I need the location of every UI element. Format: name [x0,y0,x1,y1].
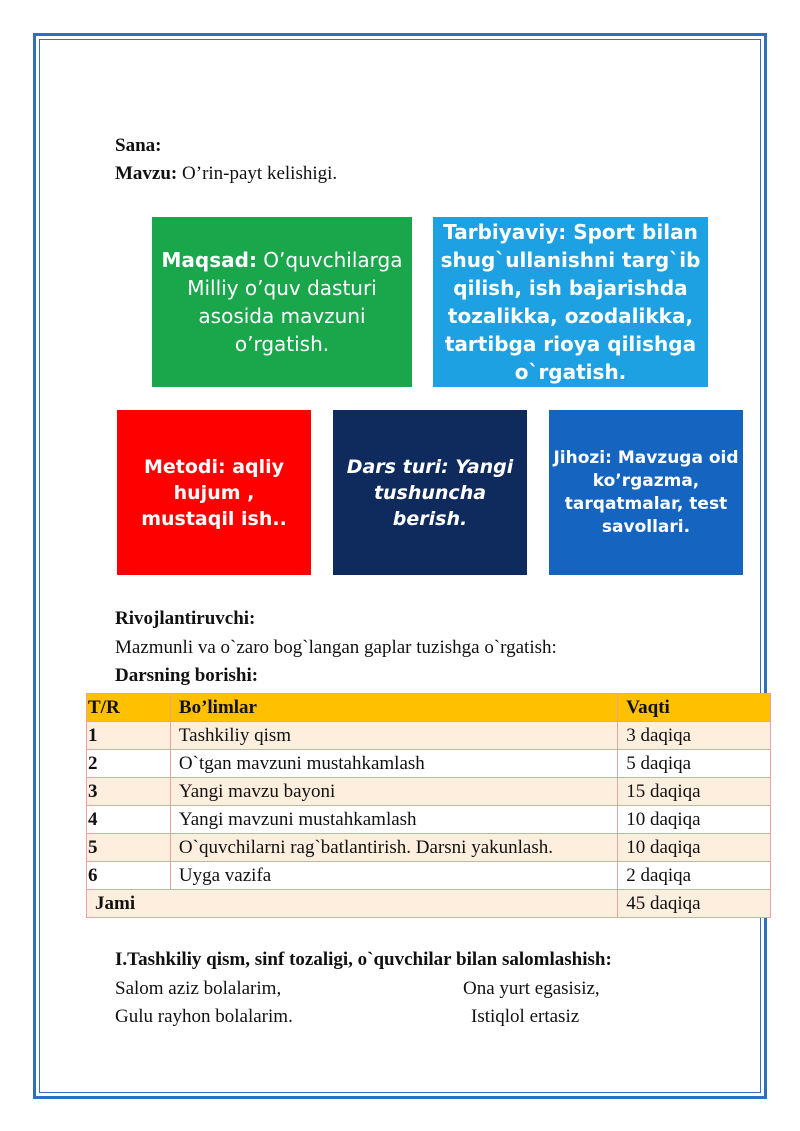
row-section: Uyga vazifa [170,862,617,890]
lesson-plan-table [86,693,771,918]
row-number: 4 [87,806,171,834]
lesson-flow-heading: Darsning borishi: [115,665,259,686]
educational-box [433,217,708,387]
goal-text: O’quvchilarga Milliy o’quv dasturi asosida mavzuni o’rgatish. [187,248,403,356]
row-number: 2 [87,750,171,778]
poem-left-line-1: Salom aziz bolalarim, [115,978,282,999]
topic-label: Mavzu: [115,163,178,184]
section-1-title: I.Tashkiliy qism, sinf tozaligi, o`quvchilar bilan salomlashish: [115,949,612,970]
table-row [87,750,771,778]
table-header-row [87,694,771,722]
equipment-text: Jihozi: Mavzuga oid ko’rgazma, tarqatmalar, test savollari. [553,447,739,537]
row-time: 5 daqiqa [618,750,771,778]
header-tr: T/R [87,694,171,722]
row-time: 10 daqiqa [618,834,771,862]
educational-text: Tarbiyaviy: Sport bilan shug`ullanishni targ`ib qilish, ish bajarishda tozalikka, ozodalikka, tartibga rioya qilishga o`rgatish. [440,220,701,384]
table-row [87,722,771,750]
table-row [87,778,771,806]
total-value: 45 daqiqa [618,890,771,918]
row-section: O`tgan mavzuni mustahkamlash [170,750,617,778]
developmental-text: Mazmunli va o`zaro bog`langan gaplar tuzishga o`rgatish: [115,637,557,658]
row-number: 5 [87,834,171,862]
total-label: Jami [87,890,618,918]
method-box [117,410,311,575]
row-number: 3 [87,778,171,806]
row-time: 15 daqiqa [618,778,771,806]
row-time: 2 daqiqa [618,862,771,890]
poem-left-line-2: Gulu rayhon bolalarim. [115,1006,293,1027]
lesson-type-box [333,410,527,575]
row-time: 3 daqiqa [618,722,771,750]
equipment-box [549,410,743,575]
row-section: Yangi mavzuni mustahkamlash [170,806,617,834]
topic-line [115,162,337,186]
poem-right-line-1: Ona yurt egasisiz, [463,978,600,999]
table-total-row [87,890,771,918]
poem-right-line-2: Istiqlol ertasiz [471,1006,580,1027]
goal-box [152,217,412,387]
goal-label: Maqsad: [161,248,257,272]
developmental-label: Rivojlantiruvchi: [115,608,256,629]
topic-value: O’rin-payt kelishigi. [177,163,338,184]
header-time: Vaqti [618,694,771,722]
table-row [87,834,771,862]
table-row [87,862,771,890]
header-sections: Bo’limlar [170,694,617,722]
method-text: Metodi: aqliy hujum , mustaqil ish.. [141,455,287,530]
row-time: 10 daqiqa [618,806,771,834]
lesson-type-text: Dars turi: Yangi tushuncha berish. [346,455,514,530]
row-section: Yangi mavzu bayoni [170,778,617,806]
row-number: 1 [87,722,171,750]
date-label: Sana: [115,135,162,156]
row-number: 6 [87,862,171,890]
row-section: Tashkiliy qism [170,722,617,750]
row-section: O`quvchilarni rag`batlantirish. Darsni yakunlash. [170,834,617,862]
table-row [87,806,771,834]
